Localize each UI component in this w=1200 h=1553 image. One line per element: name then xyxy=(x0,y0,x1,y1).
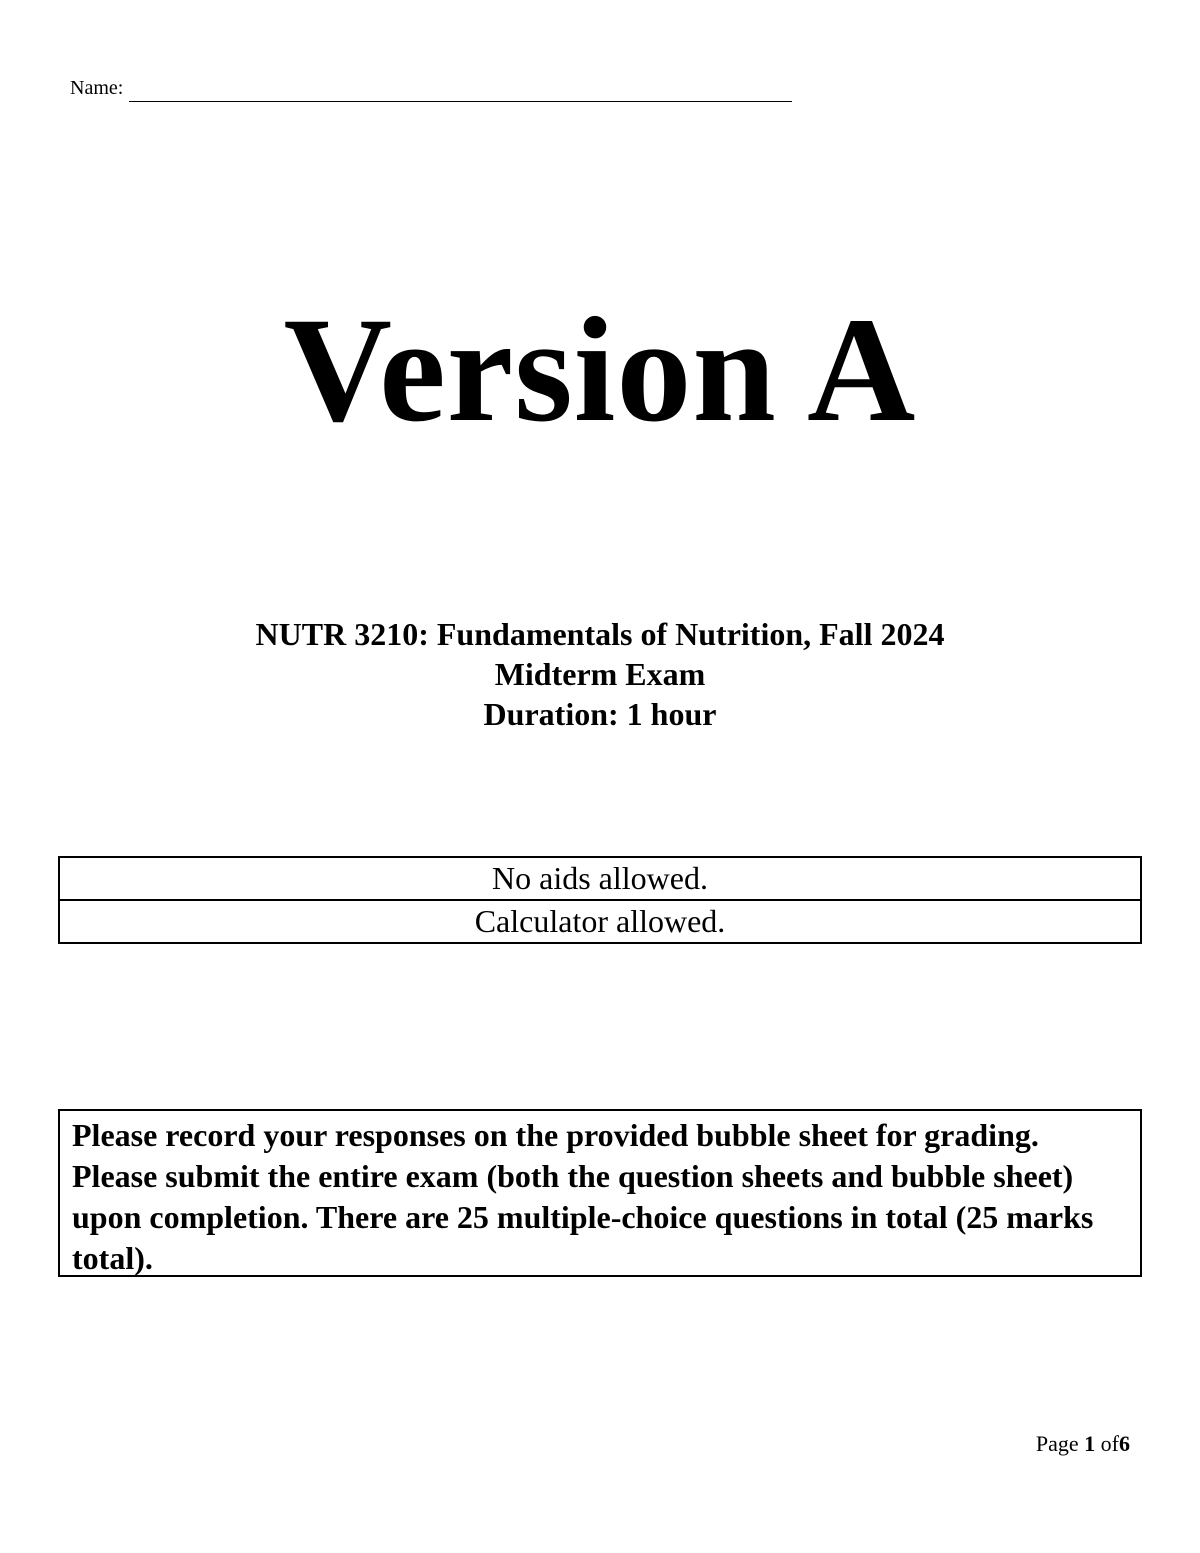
aids-cell-no-aids: No aids allowed. xyxy=(59,857,1141,900)
page-of: of xyxy=(1100,1431,1119,1456)
page-current: 1 xyxy=(1084,1431,1096,1456)
name-label: Name: xyxy=(70,77,124,99)
table-row xyxy=(59,900,1141,943)
instructions-text: Please record your responses on the provided bubble sheet for grading. Please submit the entire exam (both the question sheets and bubble sheet) upon completion. There are 25 multiple-choice questions in total (25 marks total). xyxy=(72,1117,1094,1276)
name-field-row xyxy=(70,72,792,102)
instructions-box xyxy=(58,1109,1142,1277)
page-prefix: Page xyxy=(1035,1431,1079,1456)
table-row xyxy=(59,857,1141,900)
page-number xyxy=(1036,1430,1130,1458)
exam-type: Midterm Exam xyxy=(494,656,706,692)
exam-info-block xyxy=(0,614,1200,734)
aids-cell-calculator: Calculator allowed. xyxy=(59,900,1141,943)
name-blank-line[interactable] xyxy=(129,79,792,102)
aids-table xyxy=(58,856,1142,944)
exam-duration: Duration: 1 hour xyxy=(483,696,717,732)
page-total: 6 xyxy=(1119,1431,1130,1456)
course-title: NUTR 3210: Fundamentals of Nutrition, Fall 2024 xyxy=(255,616,945,652)
version-title: Version A xyxy=(283,287,917,453)
